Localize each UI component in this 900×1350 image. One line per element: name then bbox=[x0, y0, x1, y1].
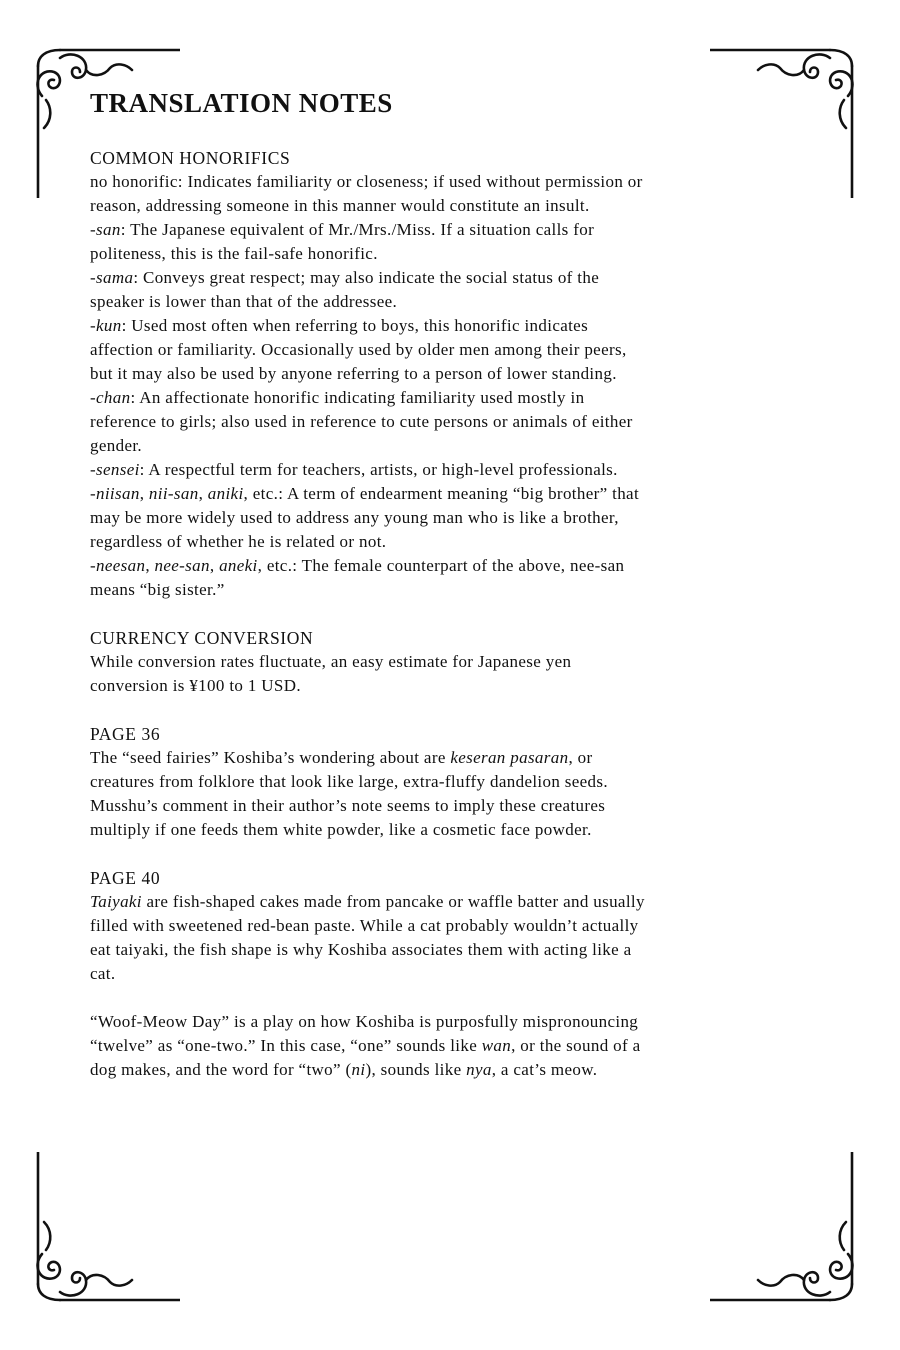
honorific-term: -sensei bbox=[90, 460, 140, 479]
honorific-term: nee-san bbox=[154, 556, 210, 575]
page-40-note-taiyaki: Taiyaki are fish-shaped cakes made from pancake or waffle batter and usually filled with sweetened red-bean paste. While a cat probably wouldn’t actually eat taiyaki, the fish shape is why Koshiba associates them with acting like a cat. bbox=[90, 892, 645, 983]
honorific-definition: An affectionate honorific indicating familiarity used mostly in reference to girls; also used in reference to cute persons or animals of either gender. bbox=[90, 388, 633, 455]
honorific-term: -neesan bbox=[90, 556, 146, 575]
page-title: TRANSLATION NOTES bbox=[90, 88, 393, 118]
honorific-entry: no honorific: Indicates familiarity or closeness; if used without permission or reason, addressing someone in this manner would constitute an insult. bbox=[90, 172, 643, 215]
honorific-term: nii-san bbox=[148, 484, 199, 503]
honorific-definition: A term of endearment meaning “big brother” that may be more widely used to address any young man who is like a brother, regardless of whether he is related or not. bbox=[90, 484, 640, 551]
honorific-term: aniki bbox=[207, 484, 244, 503]
honorific-definition: The female counterpart of the above, nee-san means “big sister.” bbox=[90, 556, 625, 599]
honorific-term: -chan bbox=[90, 388, 131, 407]
honorific-definition: The Japanese equivalent of Mr./Mrs./Miss. If a situation calls for politeness, this is the fail-safe honorific. bbox=[90, 220, 595, 263]
honorific-term: -sama bbox=[90, 268, 134, 287]
corner-ornament-bottom-right bbox=[710, 1152, 860, 1302]
honorific-entry: -san: The Japanese equivalent of Mr./Mrs./Miss. If a situation calls for politeness, this is the fail-safe honorific. bbox=[90, 220, 595, 263]
honorific-entry: -kun: Used most often when referring to boys, this honorific indicates affection or familiarity. Occasionally used by older men among their peers, but it may also be used by anyone referring to a person of lower standing. bbox=[90, 316, 627, 383]
honorific-term: aneki bbox=[219, 556, 258, 575]
honorific-entry: -sensei: A respectful term for teachers, artists, or high-level professionals. bbox=[90, 460, 618, 479]
honorific-definition: A respectful term for teachers, artists, or high-level professionals. bbox=[148, 460, 618, 479]
section-page-36 bbox=[90, 722, 650, 842]
currency-text: While conversion rates fluctuate, an easy estimate for Japanese yen conversion is ¥100 to 1 USD. bbox=[90, 652, 572, 695]
honorific-term: no honorific bbox=[90, 172, 178, 191]
honorific-entry: -sama: Conveys great respect; may also indicate the social status of the speaker is lower than that of the addressee. bbox=[90, 268, 600, 311]
honorific-entry: -niisan, nii-san, aniki, etc.: A term of endearment meaning “big brother” that may be more widely used to address any young man who is like a brother, regardless of whether he is related or not. bbox=[90, 484, 640, 551]
honorific-entry: -chan: An affectionate honorific indicating familiarity used mostly in reference to girls; also used in reference to cute persons or animals of either gender. bbox=[90, 388, 633, 455]
section-heading-page-40: PAGE 40 bbox=[90, 868, 161, 888]
section-heading-honorifics: COMMON HONORIFICS bbox=[90, 148, 291, 168]
section-heading-currency: CURRENCY CONVERSION bbox=[90, 628, 314, 648]
corner-ornament-bottom-left bbox=[30, 1152, 180, 1302]
page-40-note-woof-meow: “Woof-Meow Day” is a play on how Koshiba is purposfully mispronouncing “twelve” as “one-two.” In this case, “one” sounds like wan, or the sound of a dog makes, and the word for “two” (ni), sounds like nya, a cat’s meow. bbox=[90, 1012, 641, 1079]
honorific-term: -kun bbox=[90, 316, 122, 335]
corner-ornament-top-right bbox=[710, 48, 860, 198]
honorific-definition: Indicates familiarity or closeness; if used without permission or reason, addressing someone in this manner would constitute an insult. bbox=[90, 172, 643, 215]
section-heading-page-36: PAGE 36 bbox=[90, 724, 161, 744]
section-honorifics bbox=[90, 146, 650, 602]
honorific-definition: Used most often when referring to boys, this honorific indicates affection or familiarity. Occasionally used by older men among their peers, but it may also be used by anyone referring to a person of lower standing. bbox=[90, 316, 627, 383]
honorific-term: -san bbox=[90, 220, 121, 239]
page-36-note: The “seed fairies” Koshiba’s wondering about are keseran pasaran, or creatures from folklore that look like large, extra-fluffy dandelion seeds. Musshu’s comment in their author’s note seems to imply these creatures multiply if one feeds them white powder, like a cosmetic face powder. bbox=[90, 748, 608, 839]
section-currency bbox=[90, 626, 650, 698]
honorific-term: -niisan bbox=[90, 484, 140, 503]
honorific-definition: Conveys great respect; may also indicate the social status of the speaker is lower than that of the addressee. bbox=[90, 268, 600, 311]
notes-content bbox=[90, 86, 650, 1106]
honorific-entry: -neesan, nee-san, aneki, etc.: The female counterpart of the above, nee-san means “big sister.” bbox=[90, 556, 625, 599]
section-page-40 bbox=[90, 866, 650, 1082]
